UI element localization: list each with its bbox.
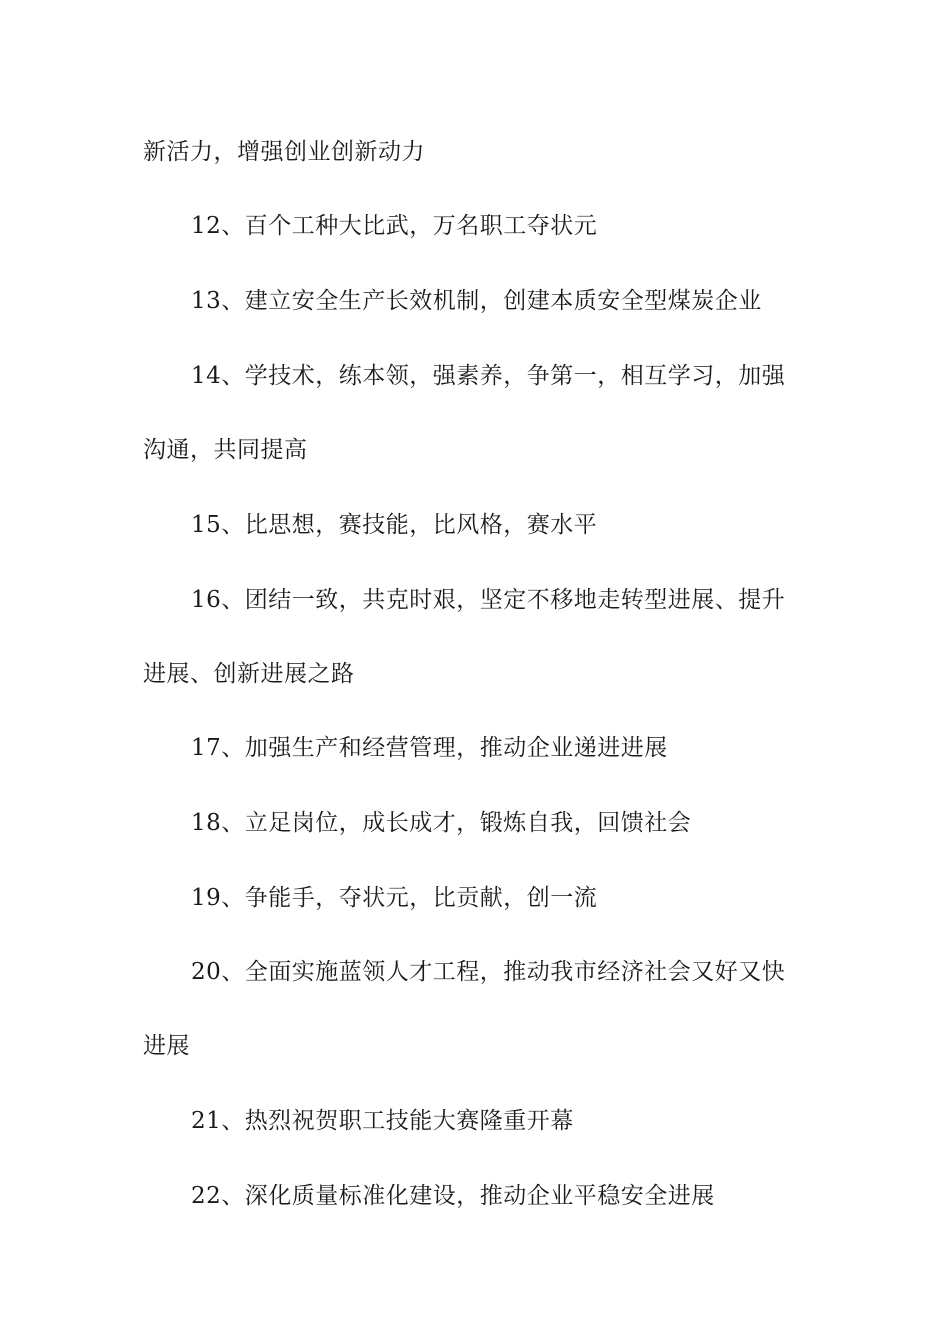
slogan-21: 21、热烈祝贺职工技能大赛隆重开幕 [191,1108,574,1134]
slogan-17: 17、加强生产和经营管理，推动企业递进进展 [191,735,668,761]
slogan-15: 15、比思想，赛技能，比风格，赛水平 [191,512,598,538]
slogan-18: 18、立足岗位，成长成才，锻炼自我，回馈社会 [191,810,692,836]
slogan-16: 16、团结一致，共克时艰，坚定不移地走转型进展、提升进展、创新进展之路 [143,587,786,687]
slogan-22: 22、深化质量标准化建设，推动企业平稳安全进展 [191,1183,715,1209]
slogan-14: 14、学技术，练本领，强素养，争第一，相互学习，加强沟通，共同提高 [143,363,786,463]
paragraph-continuation: 新活力，增强创业创新动力 [143,139,425,165]
slogan-19: 19、争能手，夺状元，比贡献，创一流 [191,885,598,911]
slogan-13: 13、建立安全生产长效机制，创建本质安全型煤炭企业 [191,288,762,314]
slogan-12: 12、百个工种大比武，万名职工夺状元 [191,213,598,239]
slogan-20: 20、全面实施蓝领人才工程，推动我市经济社会又好又快进展 [143,959,786,1059]
